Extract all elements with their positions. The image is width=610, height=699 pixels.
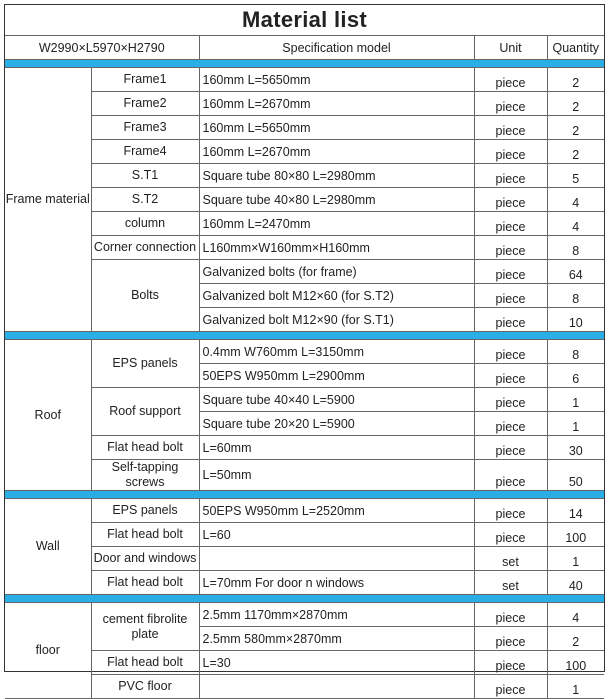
spec-cell bbox=[199, 675, 474, 699]
quantity-cell: 100 bbox=[547, 523, 604, 547]
quantity-cell: 2 bbox=[547, 627, 604, 651]
spec-cell: L=30 bbox=[199, 651, 474, 675]
quantity-cell: 4 bbox=[547, 603, 604, 627]
spec-cell: Square tube 80×80 L=2980mm bbox=[199, 164, 474, 188]
unit-cell: piece bbox=[474, 116, 547, 140]
table-row bbox=[5, 675, 604, 699]
table-row bbox=[5, 236, 604, 260]
spec-cell: Galvanized bolts (for frame) bbox=[199, 260, 474, 284]
spec-cell: Galvanized bolt M12×90 (for S.T1) bbox=[199, 308, 474, 332]
section-divider bbox=[5, 60, 604, 68]
table-row bbox=[5, 651, 604, 675]
category-cell: Wall bbox=[5, 499, 91, 595]
header-quantity: Quantity bbox=[547, 36, 604, 60]
section-divider bbox=[5, 491, 604, 499]
quantity-cell: 14 bbox=[547, 499, 604, 523]
quantity-cell: 2 bbox=[547, 92, 604, 116]
table-row bbox=[5, 603, 604, 627]
section-divider-bar bbox=[5, 595, 604, 603]
unit-cell: piece bbox=[474, 236, 547, 260]
spec-cell: L=60mm bbox=[199, 436, 474, 460]
unit-cell: piece bbox=[474, 627, 547, 651]
quantity-cell: 1 bbox=[547, 388, 604, 412]
quantity-cell: 8 bbox=[547, 236, 604, 260]
quantity-cell: 1 bbox=[547, 412, 604, 436]
item-name-cell: EPS panels bbox=[91, 499, 199, 523]
quantity-cell: 6 bbox=[547, 364, 604, 388]
quantity-cell: 4 bbox=[547, 188, 604, 212]
item-name-cell: Frame4 bbox=[91, 140, 199, 164]
item-name-cell: Frame1 bbox=[91, 68, 199, 92]
unit-cell: piece bbox=[474, 436, 547, 460]
unit-cell: set bbox=[474, 547, 547, 571]
spec-cell: L=70mm For door n windows bbox=[199, 571, 474, 595]
spec-cell: 160mm L=5650mm bbox=[199, 116, 474, 140]
unit-cell: piece bbox=[474, 92, 547, 116]
quantity-cell: 50 bbox=[547, 460, 604, 491]
unit-cell: piece bbox=[474, 260, 547, 284]
unit-cell: piece bbox=[474, 460, 547, 491]
item-name-cell: Frame3 bbox=[91, 116, 199, 140]
quantity-cell: 1 bbox=[547, 675, 604, 699]
unit-cell: piece bbox=[474, 188, 547, 212]
spec-cell: 160mm L=2670mm bbox=[199, 140, 474, 164]
page-title: Material list bbox=[5, 5, 604, 36]
table-row bbox=[5, 212, 604, 236]
spec-cell: Square tube 40×80 L=2980mm bbox=[199, 188, 474, 212]
category-cell: Roof bbox=[5, 340, 91, 491]
section-divider-bar bbox=[5, 60, 604, 68]
spec-cell: Square tube 20×20 L=5900 bbox=[199, 412, 474, 436]
unit-cell: piece bbox=[474, 68, 547, 92]
quantity-cell: 8 bbox=[547, 284, 604, 308]
item-name-cell: Door and windows bbox=[91, 547, 199, 571]
quantity-cell: 30 bbox=[547, 436, 604, 460]
table-row bbox=[5, 92, 604, 116]
item-name-cell: Flat head bolt bbox=[91, 571, 199, 595]
spec-cell bbox=[199, 547, 474, 571]
unit-cell: piece bbox=[474, 675, 547, 699]
item-name-cell: PVC floor bbox=[91, 675, 199, 699]
unit-cell: piece bbox=[474, 499, 547, 523]
unit-cell: piece bbox=[474, 523, 547, 547]
spec-cell: 160mm L=2470mm bbox=[199, 212, 474, 236]
table-row bbox=[5, 116, 604, 140]
item-name-cell: Roof support bbox=[91, 388, 199, 436]
item-name-cell: Bolts bbox=[91, 260, 199, 332]
unit-cell: piece bbox=[474, 603, 547, 627]
section-divider-bar bbox=[5, 491, 604, 499]
table-row bbox=[5, 388, 604, 412]
category-cell: floor bbox=[5, 603, 91, 699]
quantity-cell: 40 bbox=[547, 571, 604, 595]
item-name-cell: cement fibrolite plate bbox=[91, 603, 199, 651]
table-row bbox=[5, 164, 604, 188]
quantity-cell: 8 bbox=[547, 340, 604, 364]
table-row bbox=[5, 188, 604, 212]
item-name-cell: Flat head bolt bbox=[91, 436, 199, 460]
table-row bbox=[5, 547, 604, 571]
quantity-cell: 4 bbox=[547, 212, 604, 236]
item-name-cell: column bbox=[91, 212, 199, 236]
section-divider bbox=[5, 332, 604, 340]
item-name-cell: Flat head bolt bbox=[91, 651, 199, 675]
table-row bbox=[5, 340, 604, 364]
spec-cell: 160mm L=2670mm bbox=[199, 92, 474, 116]
spec-cell: L160mm×W160mm×H160mm bbox=[199, 236, 474, 260]
unit-cell: set bbox=[474, 571, 547, 595]
quantity-cell: 64 bbox=[547, 260, 604, 284]
header-spec: Specification model bbox=[199, 36, 474, 60]
quantity-cell: 1 bbox=[547, 547, 604, 571]
quantity-cell: 100 bbox=[547, 651, 604, 675]
header-unit: Unit bbox=[474, 36, 547, 60]
category-cell: Frame material bbox=[5, 68, 91, 332]
table-row bbox=[5, 436, 604, 460]
unit-cell: piece bbox=[474, 164, 547, 188]
item-name-cell: S.T2 bbox=[91, 188, 199, 212]
header-row bbox=[5, 36, 604, 60]
item-name-cell: Frame2 bbox=[91, 92, 199, 116]
spec-cell: L=50mm bbox=[199, 460, 474, 491]
spec-cell: 0.4mm W760mm L=3150mm bbox=[199, 340, 474, 364]
spec-cell: 2.5mm 580mm×2870mm bbox=[199, 627, 474, 651]
table-row bbox=[5, 140, 604, 164]
quantity-cell: 2 bbox=[547, 116, 604, 140]
unit-cell: piece bbox=[474, 651, 547, 675]
section-divider bbox=[5, 595, 604, 603]
table-row bbox=[5, 571, 604, 595]
unit-cell: piece bbox=[474, 284, 547, 308]
section-divider-bar bbox=[5, 332, 604, 340]
spec-cell: 50EPS W950mm L=2520mm bbox=[199, 499, 474, 523]
unit-cell: piece bbox=[474, 140, 547, 164]
item-name-cell: S.T1 bbox=[91, 164, 199, 188]
spec-cell: L=60 bbox=[199, 523, 474, 547]
unit-cell: piece bbox=[474, 308, 547, 332]
quantity-cell: 2 bbox=[547, 140, 604, 164]
item-name-cell: Self-tapping screws bbox=[91, 460, 199, 491]
unit-cell: piece bbox=[474, 364, 547, 388]
item-name-cell: Corner connection bbox=[91, 236, 199, 260]
spec-cell: 2.5mm 1170mm×2870mm bbox=[199, 603, 474, 627]
unit-cell: piece bbox=[474, 388, 547, 412]
quantity-cell: 10 bbox=[547, 308, 604, 332]
unit-cell: piece bbox=[474, 340, 547, 364]
item-name-cell: EPS panels bbox=[91, 340, 199, 388]
spec-cell: 50EPS W950mm L=2900mm bbox=[199, 364, 474, 388]
quantity-cell: 2 bbox=[547, 68, 604, 92]
material-table bbox=[5, 5, 604, 699]
spec-cell: Square tube 40×40 L=5900 bbox=[199, 388, 474, 412]
unit-cell: piece bbox=[474, 412, 547, 436]
table-row bbox=[5, 523, 604, 547]
header-dimensions: W2990×L5970×H2790 bbox=[5, 36, 199, 60]
spec-cell: Galvanized bolt M12×60 (for S.T2) bbox=[199, 284, 474, 308]
unit-cell: piece bbox=[474, 212, 547, 236]
spec-cell: 160mm L=5650mm bbox=[199, 68, 474, 92]
table-row bbox=[5, 499, 604, 523]
table-row bbox=[5, 68, 604, 92]
table-row bbox=[5, 460, 604, 491]
quantity-cell: 5 bbox=[547, 164, 604, 188]
material-list-sheet bbox=[4, 4, 605, 697]
table-row bbox=[5, 260, 604, 284]
item-name-cell: Flat head bolt bbox=[91, 523, 199, 547]
